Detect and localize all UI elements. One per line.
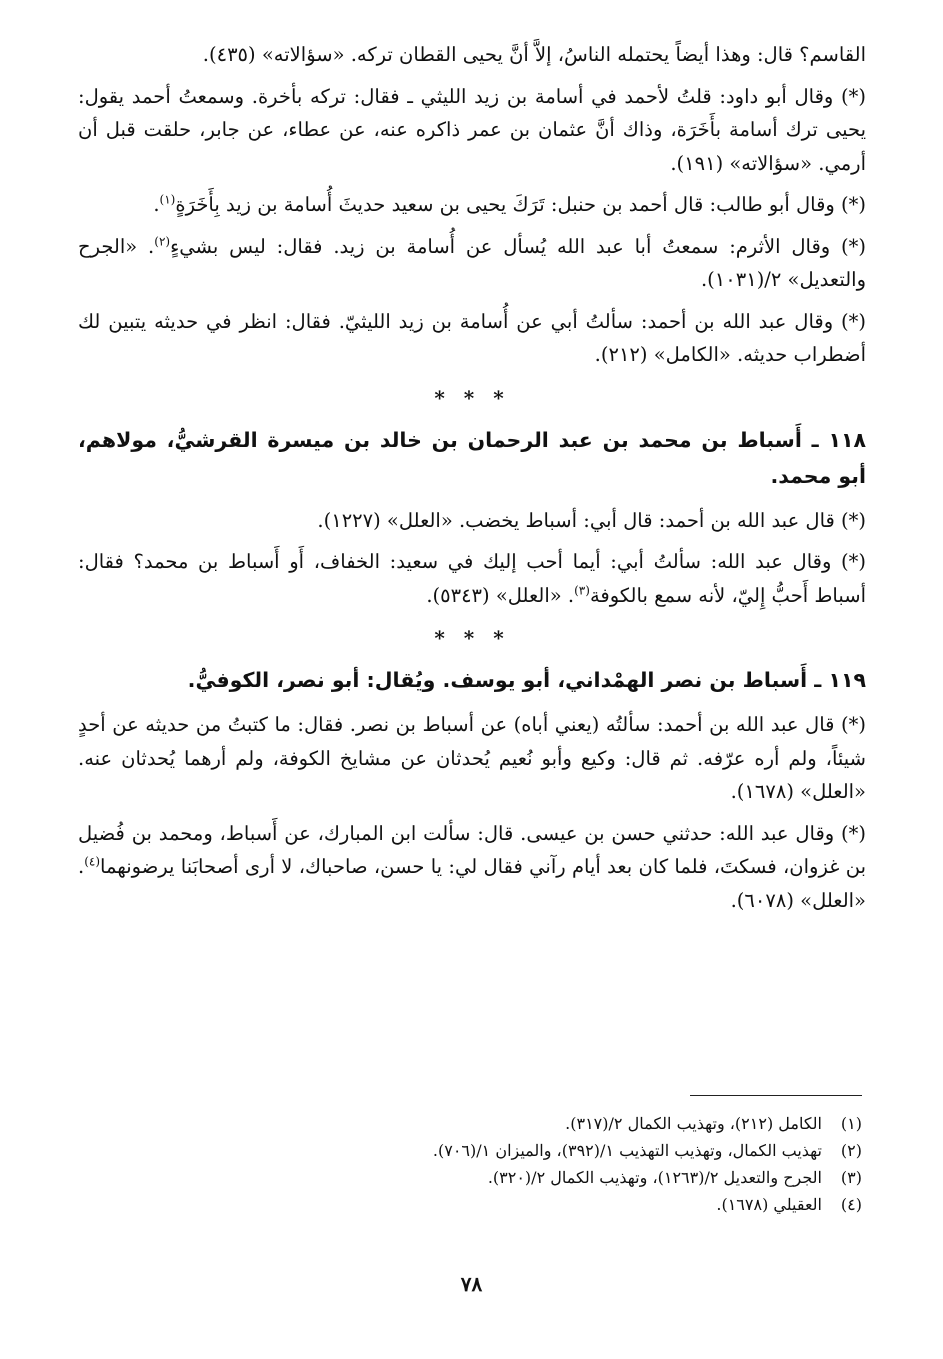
page-number: ٧٨ [460,1272,483,1296]
footnote-ref[interactable]: (٣) [574,583,590,597]
footnote-number: (٤) [840,1195,862,1214]
section-separator: * * * [434,385,510,410]
footnote-ref[interactable]: (٤) [84,854,101,869]
footnotes [300,1110,862,1218]
paragraph: (*) قال عبد الله بن أحمد: سألتُه (يعني أباه) عن أسباط بن نصر. فقال: ما كتبتُ من حديثه عن أحدٍ شيئاً، ولم أره عرّفه. ثم قال: وكيع وأبو نُعيم يُحدثان عن مشايخ الكوفة، ولم أرهما يُحدثان عنه. «العلل» (١٦٧٨). [78,713,866,803]
paragraph: (*) وقال أبو داود: قلتُ لأحمد في أسامة بن زيد الليثي ـ فقال: تركه بأخرة. وسمعتُ أحمد يقول: يحيى ترك أسامة بأَخَرَة، وذاك أنَّ عثمان بن عمر ذاكره عنه، عن عطاء، عن جابر، حلقت قبل أن أرمي. «سؤالاته» (١٩١). [78,84,866,175]
footnote-item [300,1110,862,1137]
main-text [78,38,866,925]
paragraph-end: . [153,193,160,216]
paragraph [78,545,866,612]
footnote-text: العقيلي (١٦٧٨). [716,1195,822,1214]
footnote-divider [690,1095,862,1096]
footnote-ref[interactable]: (١) [159,192,176,207]
paragraph: (*) وقال عبد الله بن أحمد: سألتُ أبي عن أُسامة بن زيد الليثيّ. فقال: انظر في حديثه يتبين لك أضطراب حديثه. «الكامل» (٢١٢). [78,309,866,366]
footnote-number: (١) [840,1114,862,1133]
footnote-item [300,1164,862,1191]
paragraph-text: (*) وقال عبد الله: سألتُ أبي: أيما أحب إليك في سعيد: الخفاف، أَو أَسباط بن محمد؟ فقال: أسباط أَحبُّ إِليّ، لأنه سمع بالكوفة [78,550,866,607]
paragraph-text: (*) وقال أبو طالب: قال أحمد بن حنبل: تَرَكَ يحيى بن سعيد حديثَ أُسامة بن زيد بِأَخَرَةٍ [175,193,866,216]
paragraph-end: . «الجرح والتعديل» ٢/(١٠٣١). [78,234,866,291]
footnote-text: الكامل (٢١٢)، وتهذيب الكمال ٢/(٣١٧). [565,1114,822,1133]
paragraph [78,230,866,297]
footnote-item [300,1191,862,1218]
footnote-text: الجرح والتعديل ٢/(١٢٦٣)، وتهذيب الكمال ٢/(٣٢٠). [487,1168,822,1187]
paragraph-text: (*) وقال عبد الله: حدثني حسن بن عيسى. قال: سألت ابن المبارك، عن أَسباط، ومحمد بن فُضيل بن غزوان، فسكتَ، فلما كان بعد أيام رآني فقال لي: يا حسن، صاحباك، لا أرى أصحابَنا يرضونهما [78,821,866,878]
paragraph: (*) قال عبد الله بن أحمد: قال أبي: أسباط يخضب. «العلل» (١٢٢٧). [317,508,866,532]
entry-heading-119: ١١٩ ـ أَسباط بن نصر الهمْداني، أبو يوسف. ويُقال: أبو نصر، الكوفيُّ. [187,668,866,692]
paragraph-end: . «العلل» (٦٠٧٨). [78,855,866,912]
paragraph-end: . «العلل» (٥٣٤٣). [426,583,575,607]
footnote-text: تهذيب الكمال، وتهذيب التهذيب ١/(٣٩٢)، والميزان ١/(٧٠٦). [432,1141,822,1160]
footnote-number: (٢) [840,1141,862,1160]
footnote-number: (٣) [840,1168,862,1187]
paragraph-text: (*) وقال الأثرم: سمعتُ أبا عبد الله يُسأل عن أُسامة بن زيد. فقال: ليس بشيءٍ [170,234,867,258]
section-separator: * * * [434,626,510,650]
entry-heading-118: ١١٨ ـ أَسباط بن محمد بن عبد الرحمان بن خالد بن ميسرة القرشيُّ، مولاهم، أبو محمد. [78,427,866,488]
footnote-item [300,1137,862,1164]
paragraph: القاسم؟ قال: وهذا أيضاً يحتمله الناسُ، إلاَّ أنَّ يحيى القطان تركه. «سؤالاته» (٤٣٥). [202,43,866,66]
paragraph [78,817,866,918]
paragraph [78,188,866,222]
footnote-ref[interactable]: (٢) [154,234,171,248]
